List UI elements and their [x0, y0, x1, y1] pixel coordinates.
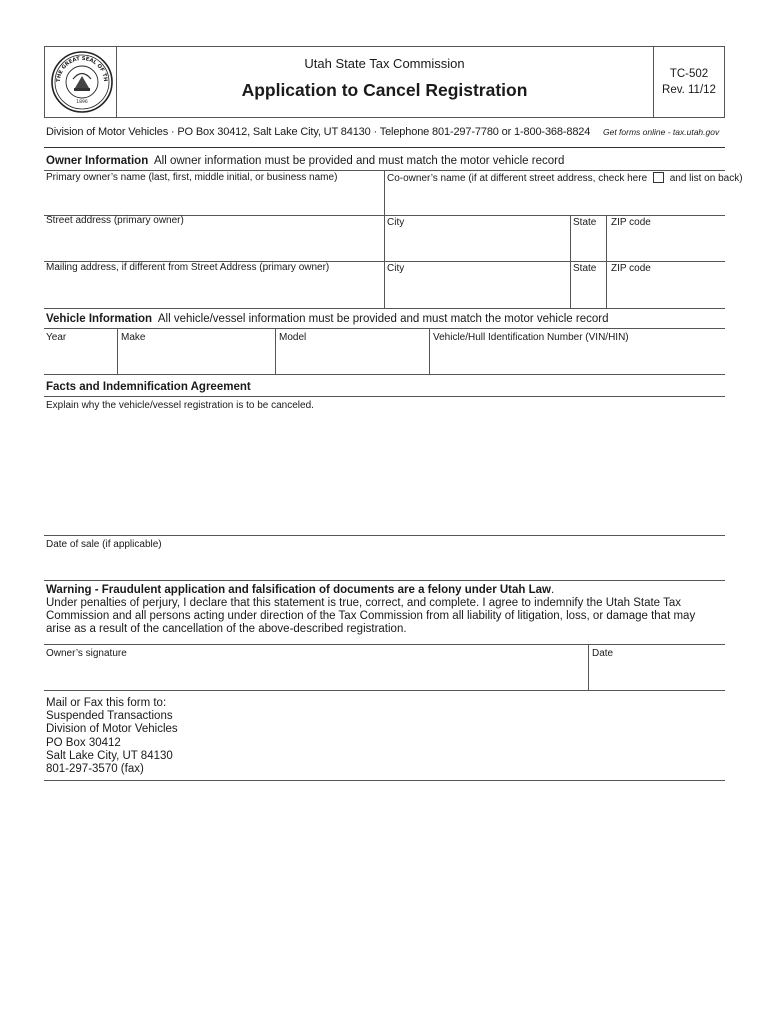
year-field[interactable]: Year [46, 332, 67, 343]
signature-bottom-line [44, 690, 725, 691]
mail-line-5: Salt Lake City, UT 84130 [46, 749, 173, 762]
make-field[interactable]: Make [121, 332, 146, 343]
signature-date-field[interactable]: Date [592, 648, 614, 659]
vin-col-divider [429, 328, 430, 374]
vehicle-row-line [44, 328, 725, 329]
street-state-field[interactable]: State [573, 217, 597, 228]
vehicle-heading-text: Vehicle Information [46, 313, 153, 325]
warning-line-2: Commission and all persons acting under direction of the Tax Commission from all liability of litigation, loss, or damage that may [46, 610, 696, 622]
mailing-address-field[interactable]: Mailing address, if different from Street Address (primary owner) [46, 262, 330, 273]
vehicle-heading [46, 313, 608, 325]
explain-field[interactable]: Explain why the vehicle/vessel registration is to be canceled. [46, 400, 314, 411]
form-revision: Rev. 11/12 [662, 84, 716, 96]
owner-heading-text: Owner Information [46, 155, 149, 167]
mail-to-block [46, 697, 178, 776]
contact-line: Division of Motor Vehicles · PO Box 30412, Salt Lake City, UT 84130 · Telephone 801-297-7780 or 1-800-368-8824 [46, 126, 591, 138]
owner-signature-field[interactable]: Owner’s signature [46, 648, 127, 659]
co-owner-label: Co-owner’s name (if at different street address, check here [387, 173, 648, 184]
mail-line-1: Mail or Fax this form to: [46, 697, 167, 709]
owner-col-divider [384, 170, 385, 308]
owner-top-rule [44, 147, 725, 148]
mail-line-2: Suspended Transactions [46, 710, 173, 723]
header-divider-right [653, 46, 654, 118]
warning-heading-text: Warning - Fraudulent application and falsification of documents are a felony under Utah Law [46, 584, 551, 596]
warning-line-1: Under penalties of perjury, I declare that this statement is true, correct, and complete. I agree to indemnify the Utah State Tax [46, 597, 681, 609]
street-address-field[interactable]: Street address (primary owner) [46, 215, 184, 226]
warning-heading: Warning - Fraudulent application and falsification of documents are a felony under Utah Law. [46, 584, 555, 596]
mail-line-3: Division of Motor Vehicles [46, 723, 178, 736]
warning-body [46, 597, 695, 636]
date-of-sale-field[interactable]: Date of sale (if applicable) [46, 539, 162, 550]
vehicle-top-rule [44, 308, 725, 309]
seal-text: THE GREAT SEAL OF TH [55, 55, 109, 83]
owner-instruction: All owner information must be provided and must match the motor vehicle record [154, 155, 565, 167]
co-owner-name-field[interactable] [387, 172, 743, 184]
state-seal [50, 50, 114, 114]
signature-date-divider [588, 644, 589, 690]
vin-field[interactable]: Vehicle/Hull Identification Number (VIN/HIN) [433, 332, 629, 343]
model-col-divider [275, 328, 276, 374]
explain-bottom-line [44, 535, 725, 536]
model-field[interactable]: Model [279, 332, 307, 343]
agency-name: Utah State Tax Commission [304, 56, 465, 71]
co-owner-checkbox[interactable] [653, 172, 664, 183]
street-city-field[interactable]: City [387, 217, 405, 228]
make-col-divider [117, 328, 118, 374]
vehicle-instruction: All vehicle/vessel information must be provided and must match the motor vehicle record [157, 313, 609, 325]
street-zip-field[interactable]: ZIP code [611, 217, 651, 228]
co-owner-suffix: and list on back) [669, 173, 743, 184]
warning-top-rule [44, 580, 725, 581]
facts-row-line [44, 396, 725, 397]
form-number: TC-502 [669, 68, 709, 80]
mail-line-4: PO Box 30412 [46, 736, 121, 749]
warning-line-3: arise as a result of the cancellation of the above-described registration. [46, 623, 407, 635]
form-title: Application to Cancel Registration [241, 80, 528, 100]
mail-line-6: 801-297-3570 (fax) [46, 763, 144, 776]
signature-top-line [44, 644, 725, 645]
facts-heading: Facts and Indemnification Agreement [46, 381, 251, 393]
mailing-zip-field[interactable]: ZIP code [611, 263, 651, 274]
forms-online-link[interactable]: Get forms online - tax.utah.gov [603, 127, 720, 137]
owner-heading [46, 155, 564, 167]
facts-top-rule [44, 374, 725, 375]
primary-owner-name-field[interactable]: Primary owner’s name (last, first, middle initial, or business name) [46, 172, 338, 183]
mail-bottom-line [44, 780, 725, 781]
mailing-state-field[interactable]: State [573, 263, 597, 274]
mailing-city-field[interactable]: City [387, 263, 405, 274]
seal-year: 1896 [76, 100, 88, 105]
